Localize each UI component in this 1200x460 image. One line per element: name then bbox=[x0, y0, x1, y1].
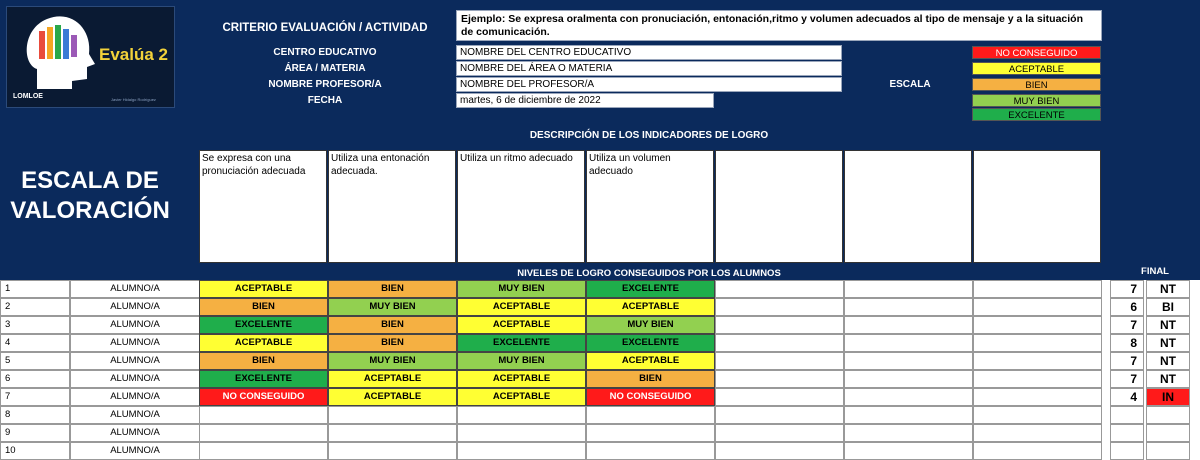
row-number: 9 bbox=[0, 424, 70, 442]
student-name[interactable]: ALUMNO/A bbox=[70, 334, 200, 352]
profesor-field[interactable]: NOMBRE DEL PROFESOR/A bbox=[456, 77, 842, 92]
centro-label: CENTRO EDUCATIVO bbox=[273, 47, 377, 58]
scale-bien: BIEN bbox=[972, 78, 1101, 91]
empty-cell[interactable] bbox=[844, 388, 973, 406]
head-icon bbox=[17, 9, 107, 99]
level-cell[interactable]: BIEN bbox=[328, 280, 457, 298]
row-number: 2 bbox=[0, 298, 70, 316]
level-cell[interactable]: EXCELENTE bbox=[199, 370, 328, 388]
area-field[interactable]: NOMBRE DEL ÁREA O MATERIA bbox=[456, 61, 842, 76]
final-score: 7 bbox=[1110, 316, 1144, 334]
final-score bbox=[1110, 424, 1144, 442]
empty-cell[interactable] bbox=[844, 316, 973, 334]
empty-cell[interactable] bbox=[844, 352, 973, 370]
table-row bbox=[0, 280, 1200, 298]
criterio-field[interactable]: Ejemplo: Se expresa oralmenta con pronuciación, entonación,ritmo y volumen adecuados al tipo de mensaje y a la situación de comunicación. bbox=[456, 10, 1102, 41]
final-grade: NT bbox=[1146, 334, 1190, 352]
level-cell[interactable]: ACEPTABLE bbox=[328, 388, 457, 406]
final-score: 6 bbox=[1110, 298, 1144, 316]
level-cell[interactable]: EXCELENTE bbox=[586, 280, 715, 298]
final-score: 7 bbox=[1110, 370, 1144, 388]
empty-cell[interactable] bbox=[844, 424, 973, 442]
empty-cell[interactable] bbox=[973, 352, 1102, 370]
level-cell[interactable]: ACEPTABLE bbox=[457, 370, 586, 388]
level-cell[interactable]: MUY BIEN bbox=[586, 316, 715, 334]
level-cell[interactable] bbox=[586, 406, 715, 424]
escala-valoracion-line-1: ESCALA DE bbox=[21, 167, 159, 194]
empty-cell[interactable] bbox=[973, 298, 1102, 316]
empty-cell[interactable] bbox=[715, 388, 844, 406]
final-score: 7 bbox=[1110, 280, 1144, 298]
level-cell[interactable]: NO CONSEGUIDO bbox=[199, 388, 328, 406]
level-cell[interactable]: ACEPTABLE bbox=[586, 298, 715, 316]
lomloe-tag: LOMLOE bbox=[13, 93, 43, 100]
level-cell[interactable] bbox=[199, 424, 328, 442]
profesor-label: NOMBRE PROFESOR/A bbox=[268, 79, 382, 90]
level-cell[interactable]: MUY BIEN bbox=[328, 352, 457, 370]
final-grade bbox=[1146, 406, 1190, 424]
level-cell[interactable]: MUY BIEN bbox=[328, 298, 457, 316]
student-name[interactable]: ALUMNO/A bbox=[70, 388, 200, 406]
final-score bbox=[1110, 442, 1144, 460]
student-name[interactable]: ALUMNO/A bbox=[70, 352, 200, 370]
empty-cell[interactable] bbox=[973, 316, 1102, 334]
final-grade bbox=[1146, 442, 1190, 460]
table-row bbox=[0, 388, 1200, 406]
table-row bbox=[0, 424, 1200, 442]
level-cell[interactable]: ACEPTABLE bbox=[457, 388, 586, 406]
centro-field[interactable]: NOMBRE DEL CENTRO EDUCATIVO bbox=[456, 45, 842, 60]
level-cell[interactable] bbox=[586, 424, 715, 442]
final-grade: NT bbox=[1146, 316, 1190, 334]
indicator-box-2[interactable]: Utiliza una entonación adecuada. bbox=[328, 150, 456, 263]
row-number: 7 bbox=[0, 388, 70, 406]
empty-cell[interactable] bbox=[844, 370, 973, 388]
level-cell[interactable]: EXCELENTE bbox=[199, 316, 328, 334]
row-number: 8 bbox=[0, 406, 70, 424]
row-number: 10 bbox=[0, 442, 70, 460]
table-row bbox=[0, 316, 1200, 334]
student-name[interactable]: ALUMNO/A bbox=[70, 280, 200, 298]
student-name[interactable]: ALUMNO/A bbox=[70, 316, 200, 334]
level-cell[interactable] bbox=[328, 406, 457, 424]
scale-no-conseguido: NO CONSEGUIDO bbox=[972, 46, 1101, 59]
table-row bbox=[0, 442, 1200, 460]
empty-cell[interactable] bbox=[715, 334, 844, 352]
escala-valoracion-line-2: VALORACIÓN bbox=[10, 197, 170, 224]
final-grade: IN bbox=[1146, 388, 1190, 406]
empty-cell[interactable] bbox=[844, 406, 973, 424]
final-grade: NT bbox=[1146, 352, 1190, 370]
row-number: 4 bbox=[0, 334, 70, 352]
empty-cell[interactable] bbox=[973, 424, 1102, 442]
indicator-box-1[interactable]: Se expresa con una pronuciación adecuada bbox=[199, 150, 327, 263]
logo-credit: Javier Hidalgo Rodríguez bbox=[111, 97, 156, 102]
indicator-box-4[interactable]: Utiliza un volumen adecuado bbox=[586, 150, 714, 263]
empty-cell[interactable] bbox=[715, 280, 844, 298]
level-cell[interactable]: BIEN bbox=[199, 298, 328, 316]
student-name[interactable]: ALUMNO/A bbox=[70, 406, 200, 424]
empty-cell[interactable] bbox=[973, 442, 1102, 460]
fecha-label: FECHA bbox=[307, 95, 343, 106]
row-number: 1 bbox=[0, 280, 70, 298]
final-grade bbox=[1146, 424, 1190, 442]
student-name[interactable]: ALUMNO/A bbox=[70, 298, 200, 316]
level-cell[interactable] bbox=[199, 442, 328, 460]
fecha-field[interactable]: martes, 6 de diciembre de 2022 bbox=[456, 93, 714, 108]
escala-label: ESCALA bbox=[889, 79, 931, 90]
empty-cell[interactable] bbox=[715, 370, 844, 388]
level-cell[interactable] bbox=[457, 406, 586, 424]
indicator-box-3[interactable]: Utiliza un ritmo adecuado bbox=[457, 150, 585, 263]
level-cell[interactable]: BIEN bbox=[199, 352, 328, 370]
table-row bbox=[0, 352, 1200, 370]
empty-cell[interactable] bbox=[973, 334, 1102, 352]
empty-cell[interactable] bbox=[715, 316, 844, 334]
escala-valoracion-title bbox=[0, 166, 180, 226]
empty-cell[interactable] bbox=[973, 280, 1102, 298]
empty-cell[interactable] bbox=[715, 442, 844, 460]
level-cell[interactable]: ACEPTABLE bbox=[199, 334, 328, 352]
final-score bbox=[1110, 406, 1144, 424]
level-cell[interactable]: BIEN bbox=[586, 370, 715, 388]
level-cell[interactable]: EXCELENTE bbox=[586, 334, 715, 352]
scale-aceptable: ACEPTABLE bbox=[972, 62, 1101, 75]
level-cell[interactable] bbox=[199, 406, 328, 424]
level-cell[interactable]: ACEPTABLE bbox=[457, 298, 586, 316]
row-number: 6 bbox=[0, 370, 70, 388]
table-row bbox=[0, 370, 1200, 388]
final-grade: NT bbox=[1146, 370, 1190, 388]
level-cell[interactable]: BIEN bbox=[328, 334, 457, 352]
level-cell[interactable]: ACEPTABLE bbox=[586, 352, 715, 370]
row-number: 5 bbox=[0, 352, 70, 370]
scale-muy-bien: MUY BIEN bbox=[972, 94, 1101, 107]
table-row bbox=[0, 298, 1200, 316]
final-grade: BI bbox=[1146, 298, 1190, 316]
table-row bbox=[0, 406, 1200, 424]
level-cell[interactable] bbox=[586, 442, 715, 460]
level-cell[interactable]: BIEN bbox=[328, 316, 457, 334]
level-cell[interactable]: MUY BIEN bbox=[457, 352, 586, 370]
empty-cell[interactable] bbox=[715, 406, 844, 424]
final-grade: NT bbox=[1146, 280, 1190, 298]
level-cell[interactable]: NO CONSEGUIDO bbox=[586, 388, 715, 406]
level-cell[interactable]: ACEPTABLE bbox=[457, 316, 586, 334]
final-score: 8 bbox=[1110, 334, 1144, 352]
empty-cell[interactable] bbox=[844, 280, 973, 298]
level-cell[interactable] bbox=[457, 424, 586, 442]
brand-title: Evalúa 2 bbox=[99, 45, 168, 64]
empty-cell[interactable] bbox=[844, 442, 973, 460]
empty-cell[interactable] bbox=[973, 388, 1102, 406]
empty-cell[interactable] bbox=[973, 406, 1102, 424]
final-label: FINAL bbox=[1141, 266, 1169, 277]
scale-excelente: EXCELENTE bbox=[972, 108, 1101, 121]
empty-cell[interactable] bbox=[715, 298, 844, 316]
level-cell[interactable] bbox=[457, 442, 586, 460]
student-name[interactable]: ALUMNO/A bbox=[70, 442, 200, 460]
empty-cell[interactable] bbox=[844, 334, 973, 352]
student-name[interactable]: ALUMNO/A bbox=[70, 370, 200, 388]
level-cell[interactable] bbox=[328, 424, 457, 442]
descripcion-title: DESCRIPCIÓN DE LOS INDICADORES DE LOGRO bbox=[529, 130, 769, 141]
final-score: 7 bbox=[1110, 352, 1144, 370]
level-cell[interactable]: MUY BIEN bbox=[457, 280, 586, 298]
empty-cell[interactable] bbox=[715, 352, 844, 370]
level-cell[interactable]: ACEPTABLE bbox=[328, 370, 457, 388]
level-cell[interactable] bbox=[328, 442, 457, 460]
area-label: ÁREA / MATERIA bbox=[284, 63, 366, 74]
final-score: 4 bbox=[1110, 388, 1144, 406]
niveles-title: NIVELES DE LOGRO CONSEGUIDOS POR LOS ALUMNOS bbox=[517, 268, 781, 279]
empty-cell[interactable] bbox=[844, 298, 973, 316]
level-cell[interactable]: EXCELENTE bbox=[457, 334, 586, 352]
empty-cell[interactable] bbox=[715, 424, 844, 442]
criterio-label: CRITERIO EVALUACIÓN / ACTIVIDAD bbox=[222, 22, 428, 34]
indicator-box-5[interactable] bbox=[715, 150, 843, 263]
empty-cell[interactable] bbox=[973, 370, 1102, 388]
indicator-box-7[interactable] bbox=[973, 150, 1101, 263]
evalua-logo bbox=[6, 6, 175, 108]
table-row bbox=[0, 334, 1200, 352]
level-cell[interactable]: ACEPTABLE bbox=[199, 280, 328, 298]
indicator-box-6[interactable] bbox=[844, 150, 972, 263]
student-name[interactable]: ALUMNO/A bbox=[70, 424, 200, 442]
row-number: 3 bbox=[0, 316, 70, 334]
